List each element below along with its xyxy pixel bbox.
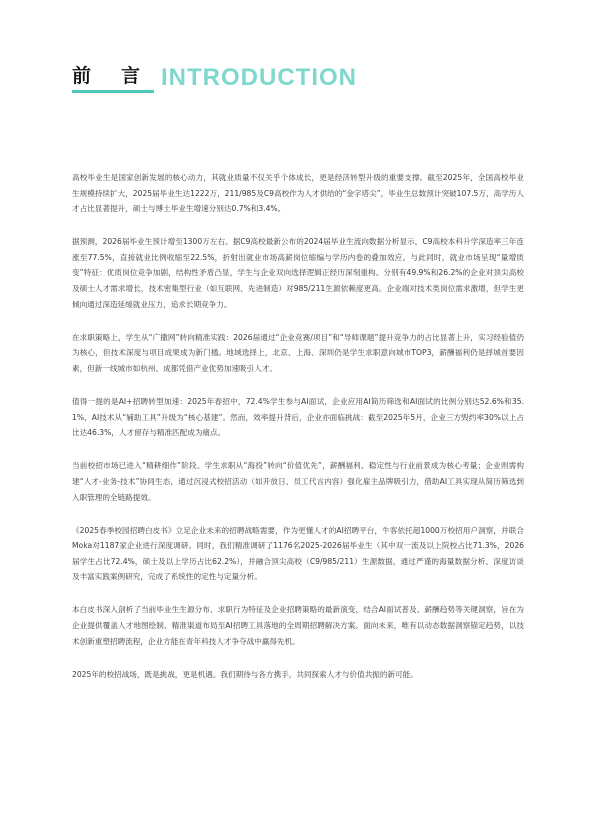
title-zh-block [72,62,171,92]
page-header [72,60,357,92]
body-text [72,170,524,700]
page-title-zh: 前言 [72,65,171,87]
paragraph: 值得一提的是AI+招聘转型加速：2025年春招中，72.4%学生参与AI面试，企业应用AI简历筛选和AI面试的比例分别达52.6%和35.1%，AI技术从“辅助工具”升级为“核心基建”。然而，效率提升背后，企业亦面临挑战：截至2025年5月，企业三方毁约率30%以上占比达46.3%，人才留存与精准匹配成为痛点。 [72,397,524,438]
paragraph: 2025年的校招战场，既是挑战，更是机遇。我们期待与各方携手，共同探索人才与价值共振的新可能。 [72,669,418,679]
page-title-en: INTRODUCTION [161,64,357,91]
paragraph: 当前校招市场已进入“精耕细作”阶段。学生求职从“海投”转向“价值优先”，薪酬福利、稳定性与行业前景成为核心考量；企业则需构建“人才-业务-技术”协同生态，通过沉浸式校招活动（如开放日、员工代言内容）强化雇主品牌吸引力，借助AI工具实现从简历筛选到入职管理的全链路提效。 [72,461,524,502]
paragraph: 高校毕业生是国家创新发展的核心动力，其就业质量不仅关乎个体成长，更是经济转型升级的重要支撑。截至2025年，全国高校毕业生规模持续扩大，2025届毕业生达1222万，211/985及C9高校作为人才供给的“金字塔尖”，毕业生总数预计突破107.5万，高学历人才占比显著提升，硕士与博士毕业生增速分别达0.7%和3.4%。 [72,173,524,214]
title-underline [72,90,154,93]
paragraph: 本白皮书深入剖析了当前毕业生生源分布、求职行为特征及企业招聘策略的最新演变，结合AI面试普及、薪酬趋势等关键洞察，旨在为企业提供覆盖人才地图绘制、精准渠道布局至AI招聘工具落地的全周期招聘解决方案。面向未来，唯有以动态数据洞察锚定趋势，以技术创新重塑招聘流程，企业方能在青年科技人才争夺战中赢得先机。 [72,605,524,646]
paragraph: 据预测，2026届毕业生预计增至1300万左右。据C9高校最新公布的2024届毕业生流向数据分析显示，C9高校本科升学深造率三年连涨至77.5%，直接就业比例收缩至22.5%，折射出就业市场高薪岗位缩编与学历内卷的叠加效应。与此同时，就业市场呈现“量增质变”特征：优质岗位竞争加剧，结构性矛盾凸显，学生与企业双向选择逻辑正经历深刻重构。分别有49.9%和26.2%的企业对顶尖高校及硕士人才需求增长，技术密集型行业（如互联网、先进制造）对985/211生源依赖度更高。企业端对技术类岗位需求激增，但学生更倾向通过深造延缓就业压力，追求长期竞争力。 [72,237,524,309]
paragraph: 在求职策略上，学生从“广撒网”转向精准实践：2026届通过“企业竞赛/项目”和“导师课题”提升竞争力的占比显著上升，实习经验值仍为核心，但技术深度与项目成果成为新门槛。地域选择上，北京、上海、深圳仍是学生求职意向城市TOP3，薪酬福利仍是择城首要因素，但新一线城市如杭州、成都凭借产业优势加速吸引人才。 [72,332,524,373]
paragraph: 《2025春季校园招聘白皮书》立足企业未来的招聘战略需要，作为更懂人才的AI招聘平台，牛客依托超1000万校招用户洞察，并联合Moka对1187家企业进行深度调研。同时，我们精准调研了1176名2025-2026届毕业生（其中双一流及以上院校占比71.3%，2026届学生占比72.4%，硕士及以上学历占比62.2%），并融合顶尖高校（C9/985/211）生源数据，通过严谨的海量数据分析、深度访谈及丰富实践案例研究，完成了系统性的定性与定量分析。 [72,525,524,582]
